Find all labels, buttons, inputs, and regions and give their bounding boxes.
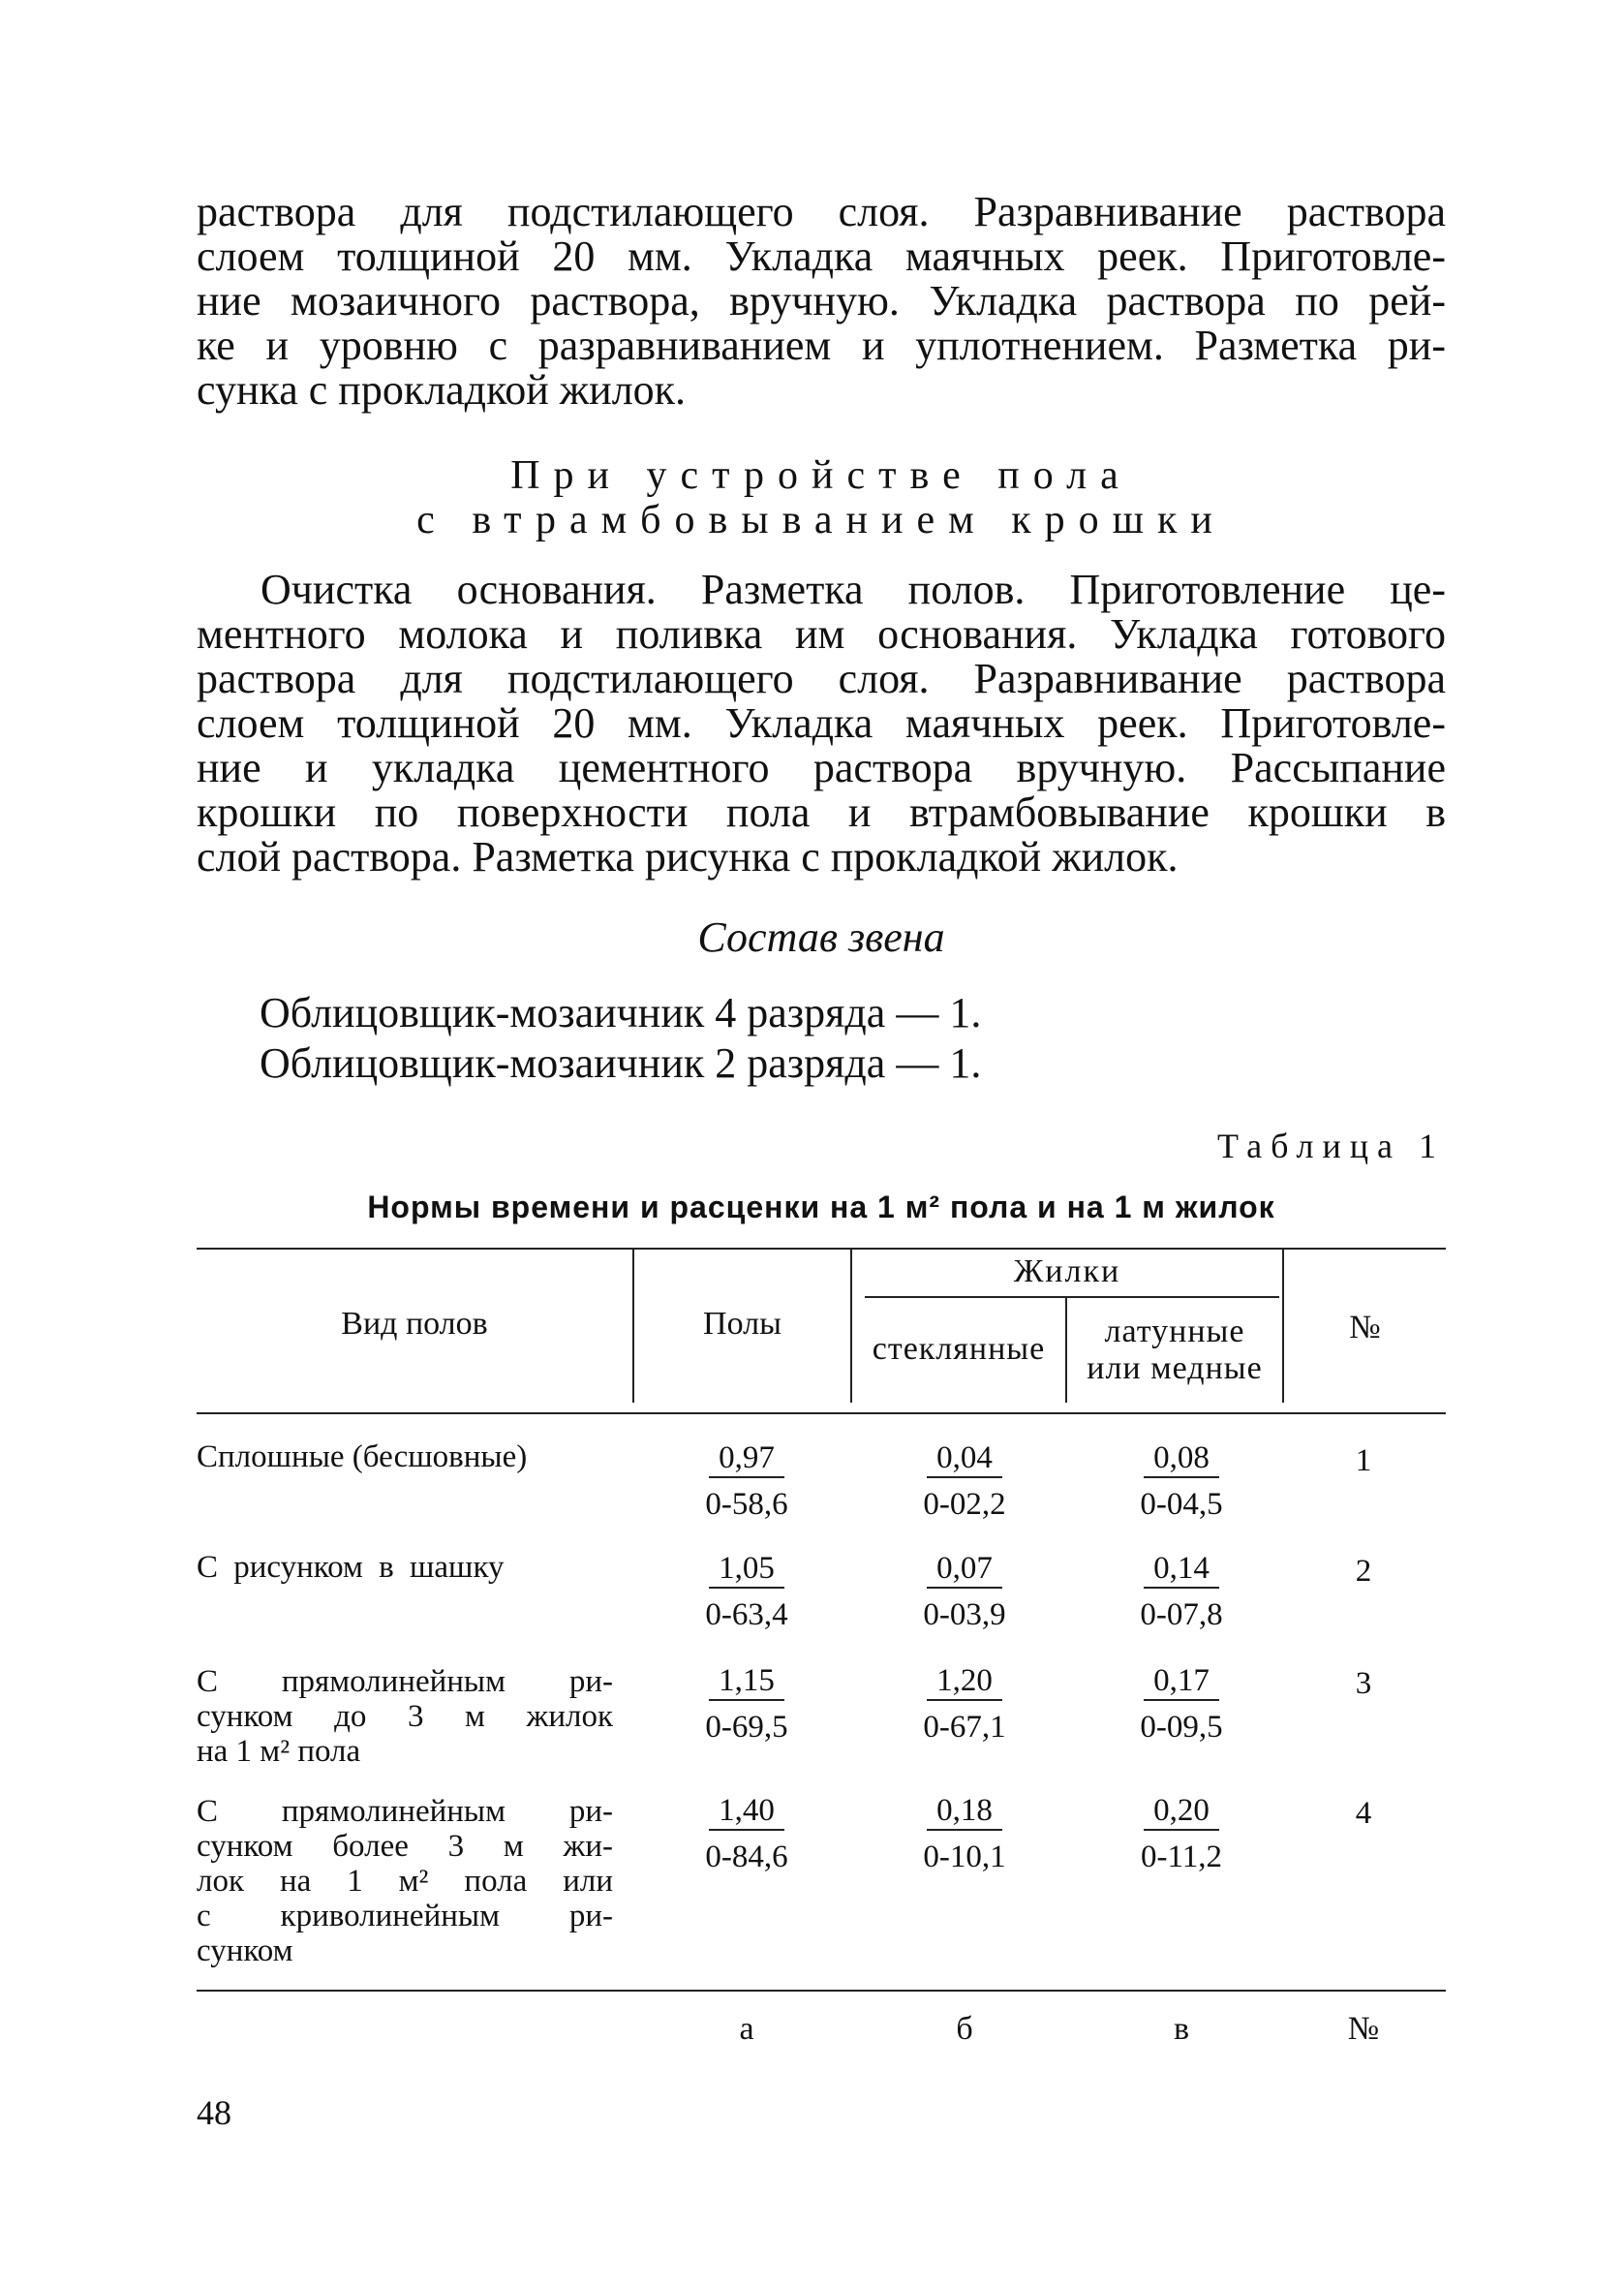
cell-glass	[887, 1550, 1042, 1633]
rate-value: 0-11,2	[1140, 1840, 1222, 1874]
paragraph-line: крошки по поверхности пола и втрамбовывание крошки в	[197, 788, 1446, 836]
table-title: Нормы времени и расценки на 1 м² пола и на 1 м жилок	[367, 1190, 1275, 1224]
rate-value: 0-67,1	[923, 1710, 1006, 1745]
veins-group-rule	[865, 1296, 1279, 1298]
norm-value: 0,08	[1144, 1439, 1219, 1478]
footer-a: а	[739, 2011, 754, 2047]
cell-floors	[669, 1662, 824, 1746]
table-row-label	[197, 1794, 613, 1968]
row-label-line: сунком до 3 м жилок	[197, 1699, 613, 1734]
row-label-line: лок на 1 м² пола или	[197, 1864, 613, 1899]
section-heading-line2: с втрамбовыванием крошки	[416, 498, 1226, 542]
paragraph-line: ние мозаичного раствора, вручную. Укладка раствора по рей-	[197, 277, 1446, 325]
paragraph-line: Очистка основания. Разметка полов. Приготовление це-	[260, 566, 1446, 613]
cell-brass	[1104, 1792, 1259, 1875]
row-label-line: Сплошные (бесшовные)	[197, 1439, 528, 1474]
row-label-line: с криволинейным ри-	[197, 1899, 613, 1933]
rate-value: 0-09,5	[1140, 1710, 1223, 1745]
crew-heading: Состав звена	[697, 913, 945, 961]
cell-brass	[1104, 1662, 1259, 1746]
row-number: 4	[1355, 1796, 1372, 1831]
rate-value: 0-84,6	[705, 1840, 788, 1874]
paragraph-continuation	[197, 190, 1446, 413]
norm-value: 1,15	[709, 1662, 784, 1701]
section-heading-line1: При устройстве пола	[510, 453, 1132, 498]
paragraph-line: слоем толщиной 20 мм. Укладка маячных реек. Приготовле-	[197, 699, 1446, 747]
footer-b: б	[956, 2011, 973, 2047]
norm-value: 0,20	[1144, 1792, 1219, 1831]
rate-value: 0-10,1	[923, 1840, 1006, 1874]
row-label-line: сунком более 3 м жи-	[197, 1829, 613, 1864]
paragraph-line: слоем толщиной 20 мм. Укладка маячных реек. Приготовле-	[197, 232, 1446, 280]
norm-value: 0,04	[927, 1439, 1002, 1478]
cell-floors	[669, 1550, 824, 1633]
cell-glass	[887, 1439, 1042, 1523]
cell-glass	[887, 1662, 1042, 1746]
row-label-line: С рисунком в шашку	[197, 1550, 505, 1585]
paragraph-work-steps	[197, 568, 1446, 880]
table-header-rule	[197, 1412, 1446, 1414]
rate-value: 0-03,9	[923, 1597, 1006, 1632]
table-bottom-rule	[197, 1990, 1446, 1992]
header-number: №	[1349, 1310, 1381, 1345]
table-row-label	[197, 1439, 613, 1474]
header-brass-line2: или медные	[1087, 1350, 1263, 1386]
row-label-line: С прямолинейным ри-	[197, 1664, 613, 1699]
table-row-label	[197, 1550, 613, 1585]
crew-member: Облицовщик-мозаичник 4 разряда — 1.	[260, 989, 982, 1036]
norm-value: 1,20	[927, 1662, 1002, 1701]
cell-brass	[1104, 1550, 1259, 1633]
row-label-line: С прямолинейным ри-	[197, 1794, 613, 1829]
page-number: 48	[197, 2093, 231, 2132]
paragraph-line: раствора для подстилающего слоя. Разравнивание раствора	[197, 655, 1446, 702]
header-floor-type: Вид полов	[341, 1306, 488, 1342]
norm-value: 0,18	[927, 1792, 1002, 1831]
norm-value: 0,97	[709, 1439, 784, 1478]
paragraph-line: раствора для подстилающего слоя. Разравнивание раствора	[197, 188, 1446, 235]
footer-v: в	[1173, 2011, 1190, 2047]
header-veins: Жилки	[1013, 1253, 1121, 1289]
rate-value: 0-07,8	[1140, 1597, 1223, 1632]
norm-value: 0,17	[1144, 1662, 1219, 1701]
norm-value: 0,07	[927, 1550, 1002, 1589]
cell-floors	[669, 1792, 824, 1875]
cell-floors	[669, 1439, 824, 1523]
table-top-rule	[197, 1248, 1446, 1250]
row-number: 1	[1355, 1443, 1372, 1478]
rate-value: 0-04,5	[1140, 1487, 1223, 1522]
footer-number: №	[1347, 2011, 1380, 2047]
crew-member: Облицовщик-мозаичник 2 разряда — 1.	[260, 1039, 982, 1087]
paragraph-line: слой раствора. Разметка рисунка с прокладкой жилок.	[197, 833, 1179, 881]
paragraph-line: сунка с прокладкой жилок.	[197, 366, 687, 414]
norm-value: 1,05	[709, 1550, 784, 1589]
row-label-line: на 1 м² пола	[197, 1734, 361, 1769]
row-label-line: сунком	[197, 1933, 293, 1968]
norm-value: 1,40	[709, 1792, 784, 1831]
rate-value: 0-69,5	[705, 1710, 788, 1745]
norm-value: 0,14	[1144, 1550, 1219, 1589]
cell-brass	[1104, 1439, 1259, 1523]
header-glass: стеклянные	[872, 1331, 1046, 1367]
rate-value: 0-63,4	[705, 1597, 788, 1632]
row-number: 2	[1355, 1554, 1372, 1589]
header-brass-line1: латунные	[1104, 1314, 1245, 1349]
row-number: 3	[1355, 1666, 1372, 1701]
cell-glass	[887, 1792, 1042, 1875]
paragraph-line: ментного молока и поливка им основания. Укладка готового	[197, 610, 1446, 658]
table-label: Таблица 1	[1217, 1127, 1445, 1165]
rate-value: 0-02,2	[923, 1487, 1006, 1522]
paragraph-line: ние и укладка цементного раствора вручную. Рассыпание	[197, 744, 1446, 791]
rate-value: 0-58,6	[705, 1487, 788, 1522]
header-floors: Полы	[703, 1306, 781, 1342]
table-row-label	[197, 1664, 613, 1769]
paragraph-line: ке и уровню с разравниванием и уплотнением. Разметка ри-	[197, 322, 1446, 369]
